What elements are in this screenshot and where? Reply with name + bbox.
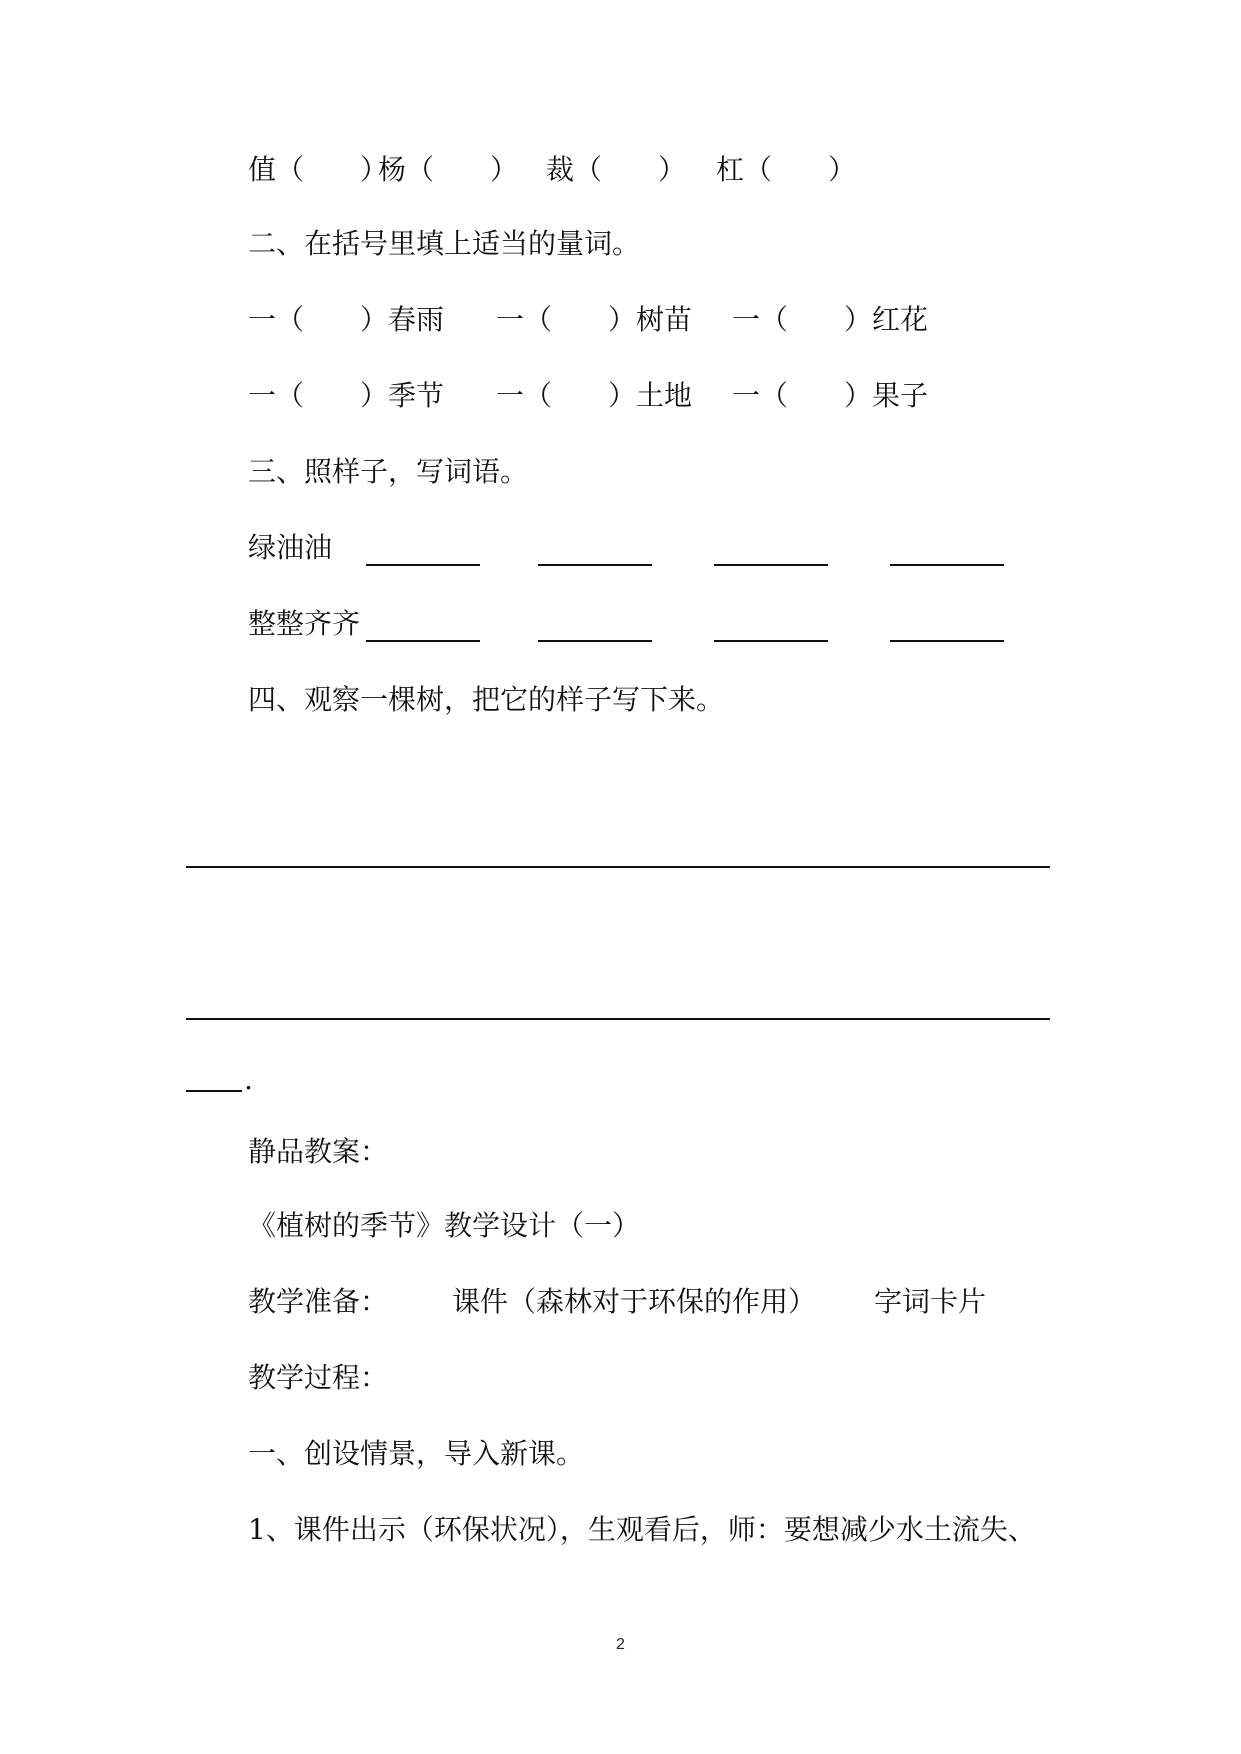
step-heading: 一、创设情景，导入新课。 <box>248 1437 585 1470</box>
measure-word-item: 一（ ）果子 <box>732 379 929 412</box>
writing-line[interactable] <box>186 866 1050 868</box>
measure-word-item: 一（ ）树苗 <box>496 303 693 336</box>
answer-blank[interactable] <box>366 564 480 566</box>
answer-blank[interactable] <box>366 640 480 642</box>
char-item: 裁（ ） <box>546 153 687 186</box>
answer-blank[interactable] <box>890 640 1004 642</box>
writing-line-short[interactable] <box>186 1090 242 1092</box>
answer-blank[interactable] <box>890 564 1004 566</box>
measure-word-item: 一（ ）季节 <box>248 379 445 412</box>
prep-item: 课件（森林对于环保的作用） <box>452 1285 817 1318</box>
example-word: 绿油油 <box>248 531 333 564</box>
measure-word-item: 一（ ）红花 <box>732 303 929 336</box>
prep-label: 教学准备： <box>248 1285 389 1318</box>
char-item: 杨（ ） <box>378 153 519 186</box>
char-item: 值（ ） <box>248 153 389 186</box>
section-heading: 三、照样子，写词语。 <box>248 455 529 488</box>
prep-item: 字词卡片 <box>874 1285 987 1318</box>
answer-blank[interactable] <box>714 564 828 566</box>
char-item: 杠（ ） <box>716 153 857 186</box>
measure-word-item: 一（ ）土地 <box>496 379 693 412</box>
lesson-title: 《植树的季节》教学设计（一） <box>248 1209 641 1242</box>
section-heading: 四、观察一棵树，把它的样子写下来。 <box>248 683 725 716</box>
end-mark: . <box>244 1063 253 1096</box>
writing-line[interactable] <box>186 1018 1050 1020</box>
measure-word-item: 一（ ）春雨 <box>248 303 445 336</box>
lesson-label: 静品教案： <box>248 1135 389 1168</box>
step-text: 1、课件出示（环保状况），生观看后，师：要想减少水土流失、 <box>248 1513 1036 1546</box>
answer-blank[interactable] <box>538 640 652 642</box>
answer-blank[interactable] <box>538 564 652 566</box>
page-number: 2 <box>616 1636 625 1653</box>
example-word: 整整齐齐 <box>248 607 361 640</box>
section-heading: 二、在括号里填上适当的量词。 <box>248 227 641 260</box>
process-label: 教学过程： <box>248 1361 389 1394</box>
answer-blank[interactable] <box>714 640 828 642</box>
